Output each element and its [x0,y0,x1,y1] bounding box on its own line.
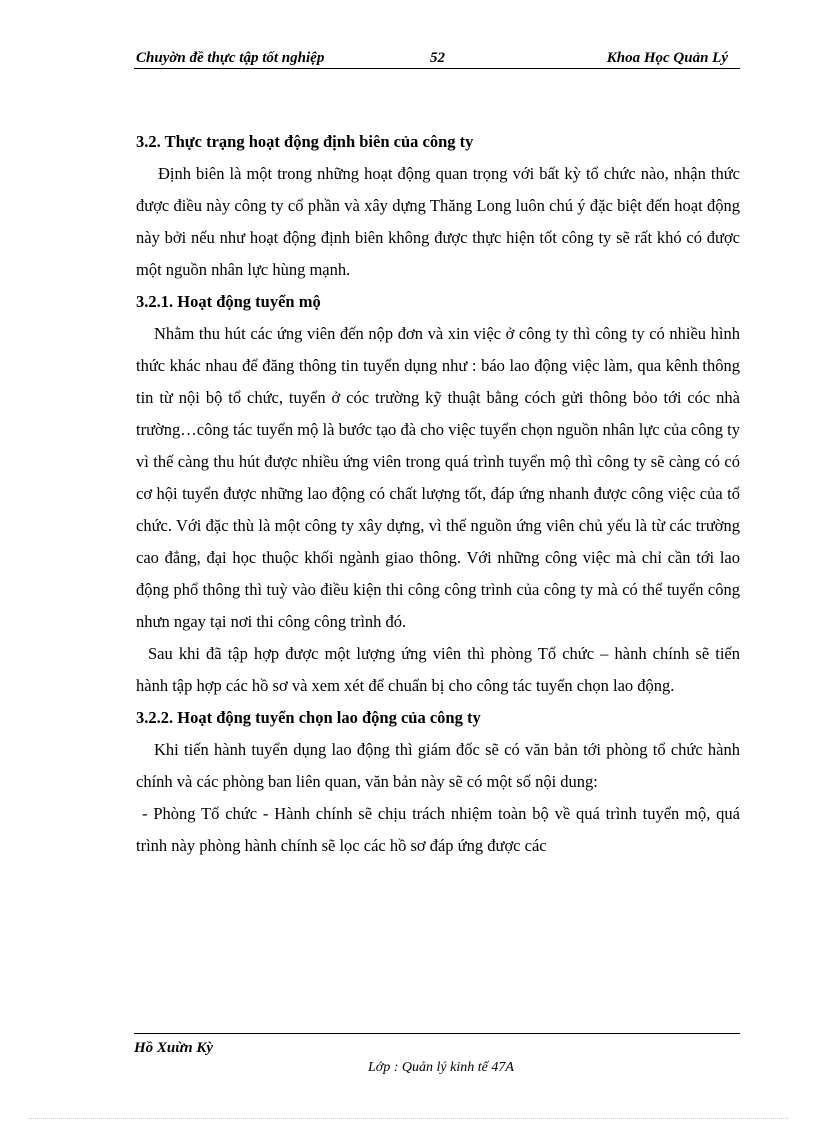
page-edge-divider [28,1118,788,1119]
footer-class: Lớp : Quản lý kinh tế 47A [368,1060,514,1075]
paragraph-staffing-intro: Định biên là một trong những hoạt động quan trọng với bất kỳ tổ chức nào, nhận thức được điều này công ty cổ phần và xây dựng Thăng Long luôn chú ý đặc biệt đến hoạt động này bởi nếu như hoạt động định biên không được thực hiện tốt công ty sẽ rất khó có được một nguồn nhân lực hùng mạnh. [136,164,740,279]
section-heading-3-2: 3.2. Thực trạng hoạt động định biên của công ty [136,132,474,151]
paragraph-bullet-hr-department: - Phòng Tổ chức - Hành chính sẽ chịu trách nhiệm toàn bộ về quá trình tuyển mộ, quá trình này phòng hành chính sẽ lọc các hồ sơ đáp ứng được các [136,804,740,855]
page-header [134,50,740,90]
header-rule [134,68,740,69]
header-thesis-title: Chuyờn đề thực tập tốt nghiệp [136,50,325,66]
document-body [136,126,740,862]
page-number: 52 [430,50,445,66]
paragraph-selection-process: Khi tiến hành tuyển dụng lao động thì giám đốc sẽ có văn bản tới phòng tổ chức hành chính và các phòng ban liên quan, văn bản này sẽ có một số nội dung: [136,740,740,791]
paragraph-recruitment: Nhằm thu hút các ứng viên đến nộp đơn và xin việc ở công ty thì công ty có nhiều hình thức khác nhau để đăng thông tin tuyển dụng như : báo lao động việc làm, qua kênh thông tin từ nội bộ tổ chức, tuyển ở cóc trường kỹ thuật bằng cóch gửi thông bỏo tới cóc nhà trường…công tác tuyển mộ là bước tạo đà cho việc tuyển chọn nguồn nhân lực của công ty vì thế càng thu hút được nhiều ứng viên trong quá trình tuyển mộ thì công ty sẽ càng có có cơ hội tuyển được những lao động có chất lượng tốt, đáp ứng nhanh được công việc của tổ chức. Với đặc thù là một công ty xây dựng, vì thế nguồn ứng viên chủ yếu là từ các trường cao đẳng, đại học thuộc khối ngành giao thông. Với những công việc mà chỉ cần tới lao động phổ thông thì tuỳ vào điều kiện thi công công trình của công ty mà có thể tuyển công nhưn ngay tại nơi thi công công trình đó. [136,324,740,631]
section-heading-3-2-1: 3.2.1. Hoạt động tuyển mộ [136,292,321,311]
footer-rule [134,1033,740,1034]
header-faculty: Khoa Học Quản Lý [606,50,728,66]
footer-author: Hồ Xuừn Kỳ [134,1040,214,1056]
paragraph-after-collection: Sau khi đã tập hợp được một lượng ứng viên thì phòng Tổ chức – hành chính sẽ tiến hành tập hợp các hồ sơ và xem xét để chuẩn bị cho công tác tuyển chọn lao động. [136,644,740,695]
section-heading-3-2-2: 3.2.2. Hoạt động tuyển chọn lao động của công ty [136,708,481,727]
